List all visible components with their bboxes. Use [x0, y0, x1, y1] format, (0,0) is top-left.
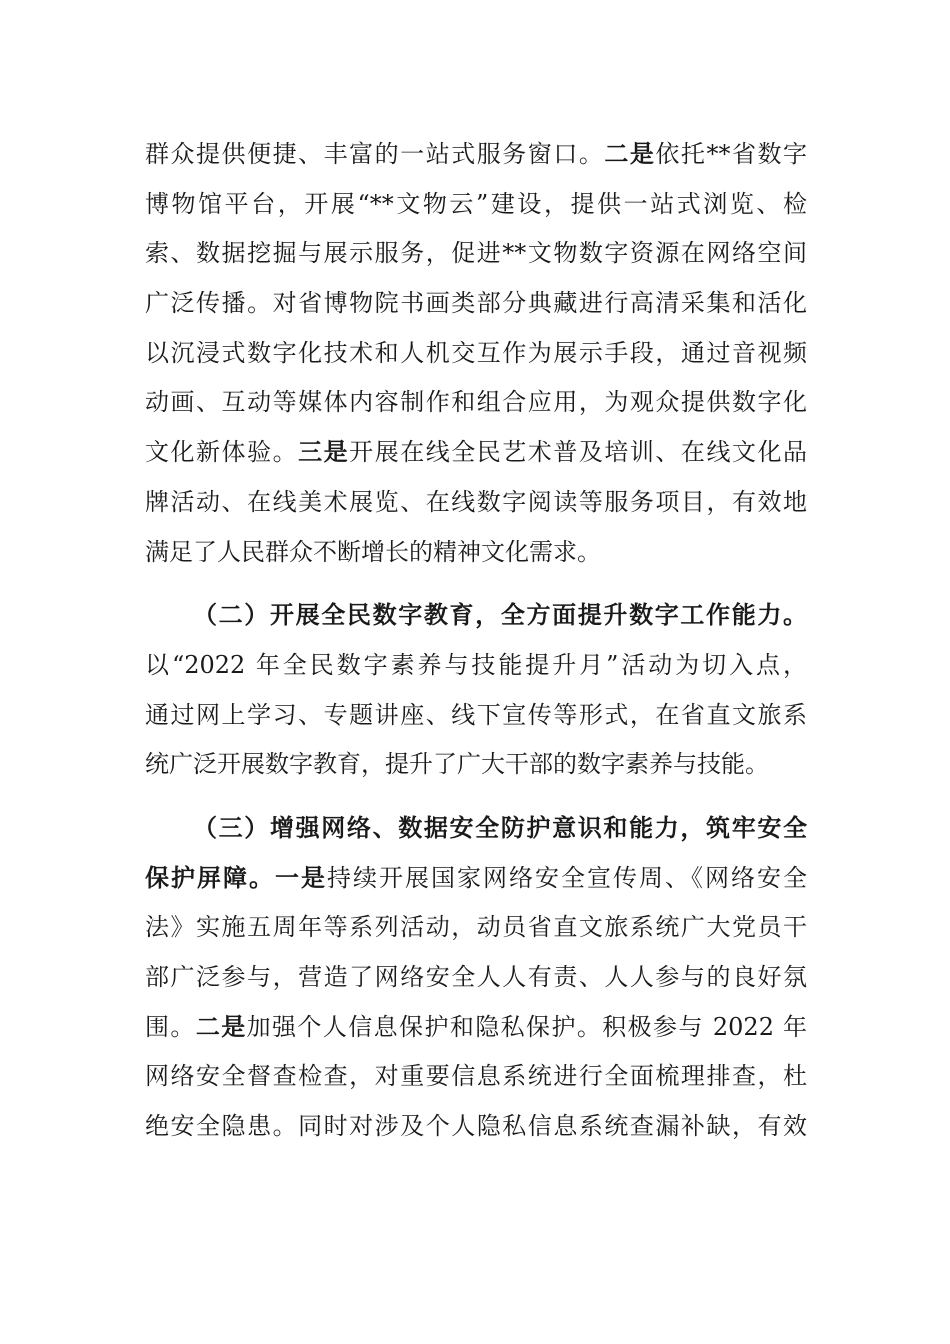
text-line: [145, 903, 807, 953]
text-run: 围。: [145, 1012, 196, 1041]
text-line: [145, 378, 807, 428]
section-heading-line: [145, 804, 807, 854]
paragraph-gap: [145, 790, 807, 804]
text-run: 以沉浸式数字化技术和人机交互作为展示手段，通过音视频: [145, 338, 807, 367]
text-line: [145, 953, 807, 1003]
text-line: [145, 478, 807, 528]
text-run: 网络安全督查检查，对重要信息系统进行全面梳理排查，杜: [145, 1062, 807, 1091]
section-heading: （二）开展全民数字教育，全方面提升数字工作能力。: [193, 601, 807, 630]
text-run: 绝安全隐患。同时对涉及个人隐私信息系统查漏补缺，有效: [145, 1112, 807, 1141]
text-run: 法》实施五周年等系列活动，动员省直文旅系统广大党员干: [145, 913, 807, 942]
text-line: [145, 740, 807, 790]
text-run: 部广泛参与，营造了网络安全人人有责、人人参与的良好氛: [145, 963, 807, 991]
paragraph-3: [145, 804, 807, 1152]
text-line: [145, 130, 807, 180]
text-run: 开展在线全民艺术普及培训、在线文化品: [349, 438, 807, 467]
text-line: [145, 1102, 807, 1152]
text-line: [145, 1052, 807, 1102]
text-run: 牌活动、在线美术展览、在线数字阅读等服务项目，有效地: [145, 487, 807, 516]
text-run: 文化新体验。: [145, 438, 299, 467]
section-heading-line: [145, 591, 807, 641]
text-run: 群众提供便捷、丰富的一站式服务窗口。: [145, 140, 605, 168]
text-line: [145, 329, 807, 379]
text-run: 统广泛开展数字教育，提升了广大干部的数字素养与技能。: [145, 750, 769, 779]
text-run: 持续开展国家网络安全宣传周、《网络安全: [327, 863, 807, 892]
paragraph-1: [145, 130, 807, 577]
text-line: [145, 180, 807, 230]
text-line: [145, 279, 807, 329]
paragraph-gap: [145, 577, 807, 591]
text-line: [145, 428, 807, 478]
text-run: 博物馆平台，开展“**文物云”建设，提供一站式浏览、检: [145, 189, 807, 218]
bold-run: 三是: [298, 438, 350, 467]
bold-run: 二是: [604, 140, 656, 168]
text-run: 以“2022 年全民数字素养与技能提升月”活动为切入点，: [145, 650, 807, 679]
text-line: [145, 1003, 807, 1053]
text-line: [145, 528, 807, 578]
section-heading: （三）增强网络、数据安全防护意识和能力，筑牢安全: [193, 813, 807, 842]
document-body: [145, 130, 807, 1152]
text-line: [145, 229, 807, 279]
text-line: [145, 691, 807, 741]
text-run: 通过网上学习、专题讲座、线下宣传等形式，在省直文旅系: [145, 700, 807, 729]
text-line: [145, 854, 807, 904]
bold-run: 保护屏障。一是: [145, 863, 327, 892]
text-run: 满足了人民群众不断增长的精神文化需求。: [145, 537, 601, 566]
text-run: 加强个人信息保护和隐私保护。积极参与 2022 年: [246, 1012, 807, 1041]
text-run: 动画、互动等媒体内容制作和组合应用，为观众提供数字化: [145, 388, 807, 417]
text-line: [145, 641, 807, 691]
text-run: 索、数据挖掘与展示服务，促进**文物数字资源在网络空间: [145, 239, 807, 268]
text-run: 广泛传播。对省博物院书画类部分典藏进行高清采集和活化: [145, 289, 807, 318]
paragraph-2: [145, 591, 807, 790]
bold-run: 二是: [195, 1012, 247, 1041]
text-run: 依托**省数字: [655, 140, 807, 168]
